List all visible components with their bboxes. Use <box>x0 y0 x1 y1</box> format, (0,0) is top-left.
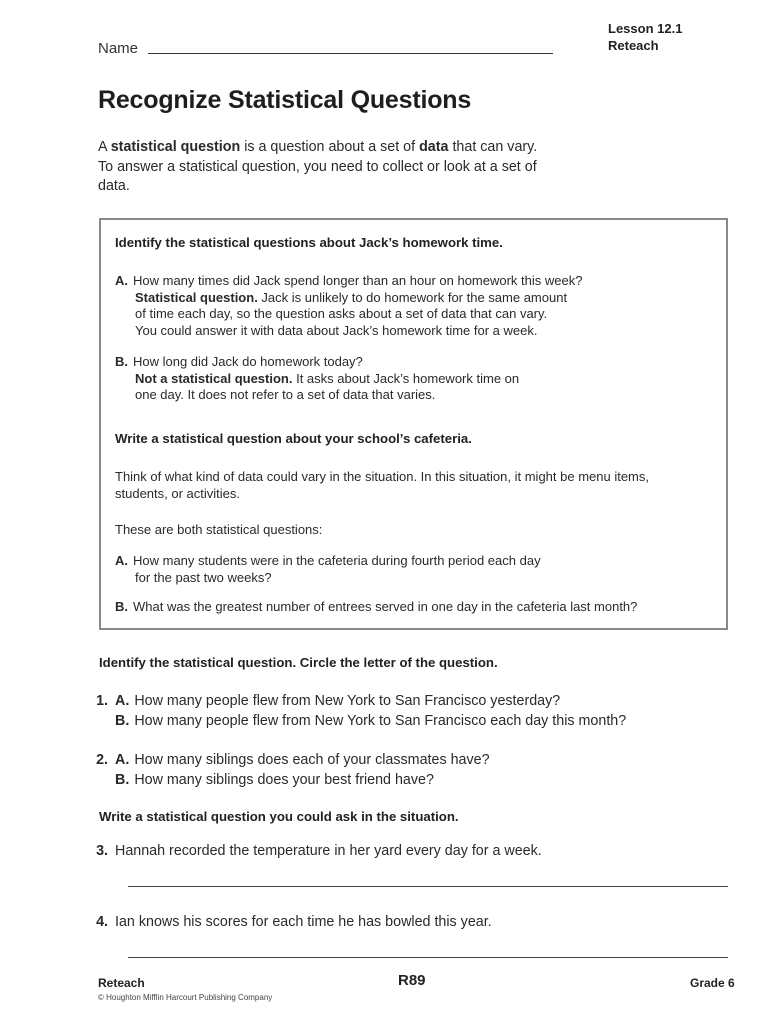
problem-1-a-label[interactable]: A. <box>115 693 130 709</box>
example-a-question: How many times did Jack spend longer than an hour on homework this week? <box>133 273 583 288</box>
cafeteria-b <box>115 599 715 616</box>
example-a-verdict: Statistical question. <box>135 289 258 305</box>
problem-1-b-label[interactable]: B. <box>115 712 130 729</box>
example-b-verdict: Not a statistical question. <box>135 370 293 386</box>
think-paragraph <box>115 469 715 502</box>
example-a-label: A. <box>115 273 128 288</box>
example-b-explanation-2: one day. It does not refer to a set of data that varies. <box>135 387 436 402</box>
problem-3-number: 3. <box>96 843 108 859</box>
example-box <box>99 218 728 630</box>
problem-3 <box>82 842 542 862</box>
cafeteria-a-label: A. <box>115 553 128 568</box>
example-b-question: How long did Jack do homework today? <box>133 354 363 369</box>
problem-4-text: Ian knows his scores for each time he has bowled this year. <box>115 914 492 930</box>
example-b <box>115 354 715 404</box>
example-a-explanation-3: You could answer it with data about Jack’s homework time for a week. <box>135 322 538 338</box>
name-label: Name <box>98 40 139 57</box>
think-line-1: Think of what kind of data could vary in the situation. In this situation, it might be menu items, <box>115 469 649 484</box>
problem-4-answer-line[interactable] <box>128 957 728 958</box>
cafeteria-a-line-2: for the past two weeks? <box>135 569 272 585</box>
problem-1-b-text: How many people flew from New York to San Francisco each day this month? <box>134 712 627 729</box>
example-b-explanation-1: It asks about Jack’s homework time on <box>292 370 520 386</box>
intro-pre: A <box>98 139 111 155</box>
footer-copyright: © Houghton Mifflin Harcourt Publishing Company <box>98 993 273 1002</box>
problem-3-answer-line[interactable] <box>128 886 728 887</box>
page-title: Recognize Statistical Questions <box>98 86 472 114</box>
box-heading-2: Write a statistical question about your school’s cafeteria. <box>115 431 472 446</box>
problem-3-text: Hannah recorded the temperature in her yard every day for a week. <box>115 843 542 859</box>
cafeteria-b-line-1: What was the greatest number of entrees served in one day in the cafeteria last month? <box>133 599 638 614</box>
cafeteria-b-label: B. <box>115 599 128 614</box>
problem-1-number: 1. <box>96 693 108 709</box>
footer-reteach: Reteach <box>98 976 145 990</box>
problem-4-number: 4. <box>96 914 108 930</box>
intro-paragraph <box>98 138 538 197</box>
problem-1-a-text: How many people flew from New York to San Francisco yesterday? <box>134 693 561 709</box>
example-a <box>115 273 715 339</box>
name-field[interactable] <box>148 53 553 54</box>
cafeteria-a <box>115 553 715 586</box>
problem-2-a-text: How many siblings does each of your classmates have? <box>134 752 490 768</box>
lesson-label <box>608 20 688 54</box>
section1-heading: Identify the statistical question. Circle the letter of the question. <box>99 655 498 670</box>
problem-2-a-label[interactable]: A. <box>115 752 130 768</box>
section2-heading: Write a statistical question you could ask in the situation. <box>99 809 459 824</box>
intro-term2: data <box>419 139 449 155</box>
intro-term: statistical question <box>110 139 241 155</box>
problem-2-b-text: How many siblings does your best friend have? <box>134 771 434 788</box>
problem-1 <box>82 692 626 731</box>
problem-4 <box>82 913 492 933</box>
box-heading-1: Identify the statistical questions about Jack’s homework time. <box>115 235 503 250</box>
example-a-explanation-1: Jack is unlikely to do homework for the same amount <box>257 289 568 305</box>
example-b-label: B. <box>115 354 128 369</box>
page-number: R89 <box>398 972 426 989</box>
problem-2-b-label[interactable]: B. <box>115 771 130 788</box>
problem-2-number: 2. <box>96 752 108 768</box>
think-line-2: students, or activities. <box>115 485 240 501</box>
both-statistical: These are both statistical questions: <box>115 522 323 537</box>
lesson-number: Lesson 12.1 <box>608 21 683 36</box>
cafeteria-a-line-1: How many students were in the cafeteria during fourth period each day <box>133 553 541 568</box>
problem-2 <box>82 751 490 790</box>
intro-post: that can vary. To answer a statistical question, you need to collect or look at a set of data. <box>98 139 538 194</box>
intro-mid: is a question about a set of <box>240 139 420 155</box>
lesson-section: Reteach <box>608 38 659 53</box>
example-a-explanation-2: of time each day, so the question asks about a set of data that can vary. <box>135 306 548 321</box>
footer-grade: Grade 6 <box>690 976 735 990</box>
